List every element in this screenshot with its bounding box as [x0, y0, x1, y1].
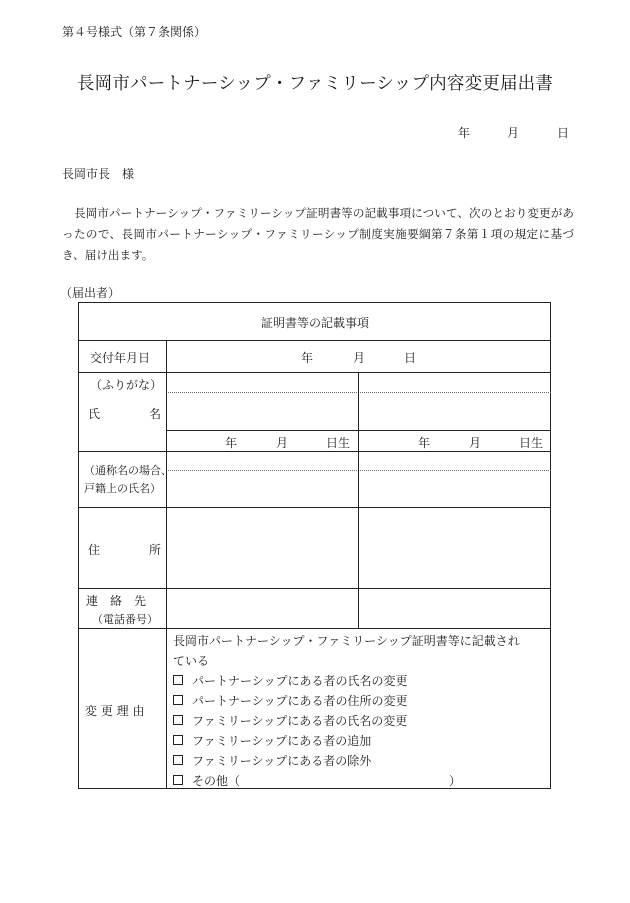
- applicant-label: （届出者）: [60, 286, 121, 300]
- date-day-label: 日: [557, 126, 570, 140]
- form-number: 第４号様式（第７条関係）: [62, 25, 207, 39]
- date-year-label: 年: [458, 126, 471, 140]
- birth-month-right: 月: [469, 436, 482, 450]
- table-divider: [78, 340, 551, 341]
- name-label-second: 名: [149, 407, 162, 421]
- reason-intro-line2: ている: [173, 654, 210, 668]
- label-column-divider: [166, 340, 167, 789]
- table-heading: 証明書等の記載事項: [260, 316, 369, 330]
- table-divider: [78, 507, 551, 508]
- checkbox[interactable]: [173, 675, 183, 685]
- issue-date-label: 交付年月日: [90, 351, 151, 365]
- contact-label: 連 絡 先: [86, 594, 147, 608]
- reason-option-other[interactable]: [173, 772, 240, 789]
- checkbox[interactable]: [173, 715, 183, 725]
- body-paragraph: 長岡市パートナーシップ・ファミリーシップ証明書等の記載事項について、次のとおり変更があったので、長岡市パートナーシップ・ファミリーシップ制度実施要綱第７条第１項の規定に基づき、届け出ます。: [62, 206, 574, 262]
- document-title: 長岡市パートナーシップ・ファミリーシップ内容変更届出書: [76, 74, 554, 94]
- table-divider: [78, 372, 551, 373]
- furigana-label: （ふりがな）: [90, 378, 163, 392]
- checkbox[interactable]: [173, 695, 183, 705]
- reason-option-label: その他（: [192, 774, 241, 788]
- reason-option-label: ファミリーシップにある者の除外: [192, 754, 372, 768]
- issue-year-label: 年: [301, 351, 314, 365]
- table-divider: [78, 628, 551, 629]
- other-close-paren: ）: [449, 774, 462, 788]
- reason-option[interactable]: [173, 732, 371, 749]
- person-column-divider: [358, 372, 359, 628]
- date-month-label: 月: [507, 126, 520, 140]
- reason-option[interactable]: [173, 692, 408, 709]
- reason-option-label: パートナーシップにある者の住所の変更: [192, 694, 408, 708]
- phone-label: （電話番号）: [92, 613, 158, 626]
- reason-option-label: ファミリーシップにある者の氏名の変更: [192, 714, 408, 728]
- reason-option[interactable]: [173, 672, 408, 689]
- checkbox[interactable]: [173, 775, 183, 785]
- name-label-first: 氏: [88, 407, 101, 421]
- address-label-first: 住: [88, 543, 101, 557]
- change-reason-label: 変 更 理 由: [85, 704, 145, 718]
- address-label-second: 所: [149, 543, 162, 557]
- birth-day-right: 日生: [519, 436, 544, 450]
- reason-option[interactable]: [173, 752, 371, 769]
- reason-option-label: ファミリーシップにある者の追加: [192, 734, 372, 748]
- checkbox[interactable]: [173, 735, 183, 745]
- birth-year-right: 年: [418, 436, 431, 450]
- issue-month-label: 月: [353, 351, 366, 365]
- table-divider: [78, 588, 551, 589]
- birth-month-left: 月: [276, 436, 289, 450]
- addressee: 長岡市長 様: [62, 167, 135, 181]
- checkbox[interactable]: [173, 755, 183, 765]
- birth-year-left: 年: [225, 436, 238, 450]
- birth-day-left: 日生: [326, 436, 351, 450]
- alias-label-line2: 戸籍上の氏名）: [84, 482, 161, 495]
- alias-label-line1: （通称名の場合、: [84, 464, 172, 477]
- reason-intro-line1: 長岡市パートナーシップ・ファミリーシップ証明書等に記載され: [173, 634, 520, 648]
- reason-option-label: パートナーシップにある者の氏名の変更: [192, 674, 408, 688]
- table-divider: [78, 451, 551, 452]
- issue-day-label: 日: [404, 351, 417, 365]
- reason-option[interactable]: [173, 712, 407, 729]
